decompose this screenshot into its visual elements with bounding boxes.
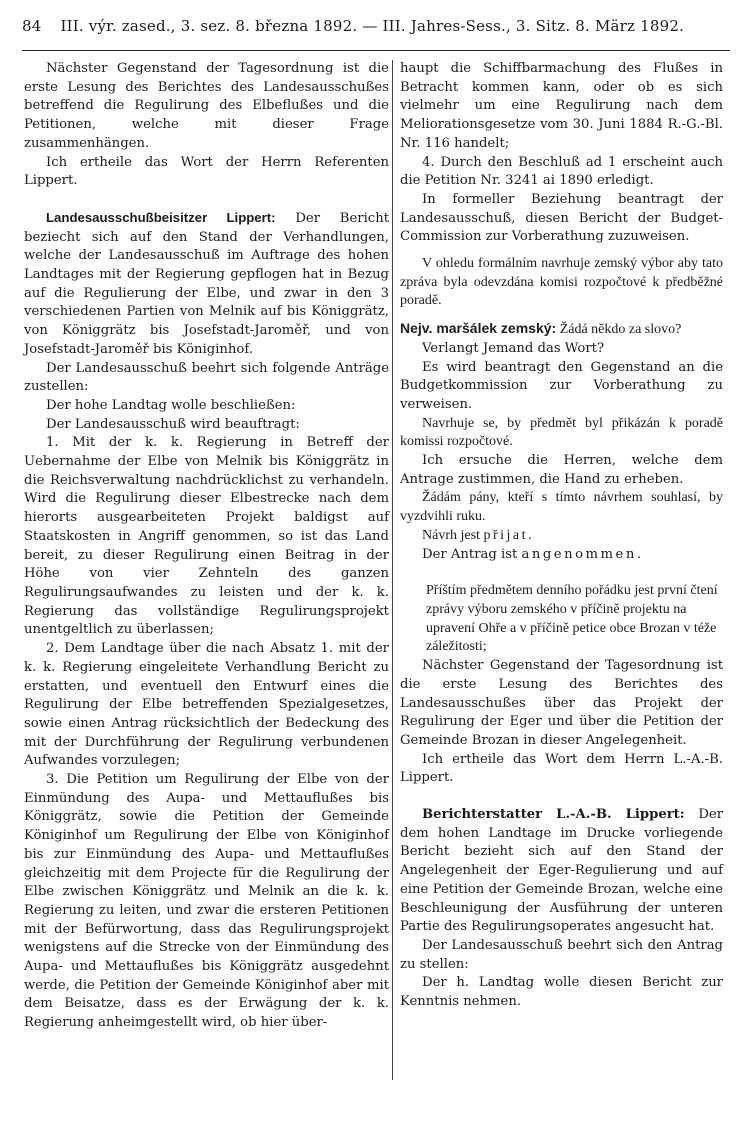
speaker-name: Berichterstatter L.-A.-B. Lippert: [422,807,685,823]
vote-result-czech [400,527,723,546]
paragraph: In formeller Beziehung beantragt der Landesausschuß, diesen Bericht der Budget-Commission zur Vorberathung zuzuweisen. [400,191,723,245]
paragraph: Der Landesausschuß wird beauftragt: [46,416,300,432]
spacer [24,191,389,209]
speech-text: Der dem hohen Landtage im Drucke vorliegende Bericht bezieht sich auf den Stand der Angelegenheit der Eger-Regulierung und auf eine Petition der Gemeinde Brozan, welche eine Beschleunigung der Ausführung der unteren Partie des Regulirungsoperates angesucht hat. [400,807,723,935]
vote-label: Návrh jest [422,527,480,543]
paragraph: Der Landesausschuß beehrt sich folgende Anträge zustellen: [24,360,389,395]
speaker-name: Nejv. maršálek zemský: [400,320,557,337]
paragraph: Ich ersuche die Herren, welche dem Antrage zustimmen, die Hand zu erheben. [400,453,723,487]
paragraph: Nächster Gegenstand der Tagesordnung ist die erste Lesung des Berichtes des Landesausschußes über das Projekt der Regulirung der Eger und über die Petition der Gemeinde Brozan in dieser Angelegenheit. [400,658,723,748]
motion-item-2: 2. Dem Landtage über die nach Absatz 1. mit der k. k. Regierung eingeleitete Verhandlung Bericht zu erstatten, und eventuell den Entwurf eines die Regulirung der Elbe betreffenden Spezialgesetzes, sowie einen Antrag rücksichtlich der Bedeckung des mit der Durchführung der Regulirung verbundenen Aufwandes vorzulegen; [24,641,389,769]
motion-item-4: 4. Durch den Beschluß ad 1 erscheint auch die Petition Nr. 3241 ai 1890 erledigt. [400,154,723,189]
vote-label: Der Antrag ist [422,546,518,562]
czech-agenda-item: Příštím předmětem denního pořádku jest první čtení zprávy výboru zemského v příčině projektu na upravení Ohře a v příčině petice obce Brozan v téže záležitosti; [426,583,718,655]
paragraph: Der h. Landtag wolle diesen Bericht zur Kenntnis nehmen. [400,975,723,1010]
speech-text: Der Bericht beziecht sich auf den Stand der Verhandlungen, welche der Landesausschuß im Auftrage des hohen Landtages mit der Regierung gepflogen hat in Bezug auf die Regulierung der Elbe, und zwar in den 3 verschiedenen Partien von Melnik auf bis Königgrätz, von Königgrätz bis Josefstadt-Jaroměř, und von Josefstadt-Jaroměř bis Königinhof. [24,210,389,357]
paragraph: haupt die Schiffbarmachung des Flußes in Betracht kommen kann, oder ob es sich vielmehr um eine Regulirung nach dem Meliorationsgesetze vom 30. Juni 1884 R.-G.-Bl. Nr. 116 handelt; [400,61,723,151]
czech-paragraph: Žádám pány, kteří s tímto návrhem souhlasí, by vyzdvihli ruku. [400,490,723,525]
speech-text: Žádá někdo za slovo? [559,322,682,338]
czech-paragraph: Navrhuje se, by předmět byl přikázán k poradě komissi rozpočtové. [400,415,723,450]
right-column [400,60,723,1012]
speaker-name: Landesausschußbeisitzer Lippert: [46,209,276,225]
motion-item-1: 1. Mit der k. k. Regierung in Betreff der Uebernahme der Elbe von Melnik bis Königgrätz in die Reichsverwaltung nachdrücklichst zu verhandeln. Wird die Regulirung dieser Elbestrecke nach dem hierorts ausgearbeiteten Projekt baldigst auf Staatskosten in Angriff genommen, so ist das Land bereit, zu dieser Regulirung einen Beitrag in der Höhe von vier Zehnteln des ganzen Regulirungsaufwandes zu leisten und der k. k. Regierung das vollständige Regulirungsprojekt unentgeltlich zu überlassen; [24,435,389,638]
czech-paragraph: V ohledu formálním navrhuje zemský výbor aby tato zpráva byla odevzdána komisi rozpočtové k předběžné poradě. [400,256,723,309]
spacer [400,564,723,582]
paragraph: Ich ertheile das Wort dem Herrn L.-A.-B. Lippert. [400,751,723,786]
left-column [24,60,389,1033]
spacer [400,311,723,319]
vote-outcome: přijat. [483,527,534,543]
paragraph: Der hohe Landtag wolle beschließen: [46,397,296,413]
motion-item-3: 3. Die Petition um Regulirung der Elbe von der Einmündung des Aupa- und Mettauflußes bis Königgrätz, sowie die Petition der Gemeinde Königinhof um Regulirung der Elbe von Königinhof bis zur Einmündung des Aupa- und Mettauflußes gleichzeitig mit dem Projecte für die Regulirung der Elbe zwischen Königgrätz und Melnik an die k. k. Regierung zu leiten, und zwar die ersteren Petitionen mit der Befürwortung, dass das Regulirungsprojekt wenigstens auf die Strecke von der Einmündung des Aupa- und Mettauflußes bis Königgrätz ausgedehnt werde, die Petition der Gemeinde Königinhof aber mit dem Beisatze, dass es der Erwägung der k. k. Regierung anheimgestellt wird, ob hier über- [24,772,389,1031]
header-rule [22,50,730,51]
page-header [22,17,722,35]
paragraph: Nächster Gegenstand der Tagesordnung ist die erste Lesung des Berichtes des Landesausschußes betreffend die Regulirung des Elbeflußes und die Petitionen, welche mit dieser Frage zusammenhängen. [24,61,389,151]
paragraph: Ich ertheile das Wort der Herrn Referenten Lippert. [24,154,389,189]
spacer [400,788,723,806]
paragraph: Es wird beantragt den Gegenstand an die Budgetkommission zur Vorberathung zu verweisen. [400,359,723,412]
speaker-paragraph [400,806,723,937]
speaker-paragraph [24,209,389,360]
paragraph: Verlangt Jemand das Wort? [422,340,605,356]
page-number: 84 [22,17,42,35]
spacer [400,247,723,255]
column-divider [392,60,393,1080]
header-title: III. výr. zased., 3. sez. 8. března 1892. — III. Jahres-Sess., 3. Sitz. 8. März 1892. [60,17,685,35]
paragraph: Der Landesausschuß beehrt sich den Antrag zu stellen: [400,937,723,972]
speaker-paragraph [400,319,723,340]
vote-result-german [400,546,723,565]
vote-outcome: angenommen. [521,546,644,562]
